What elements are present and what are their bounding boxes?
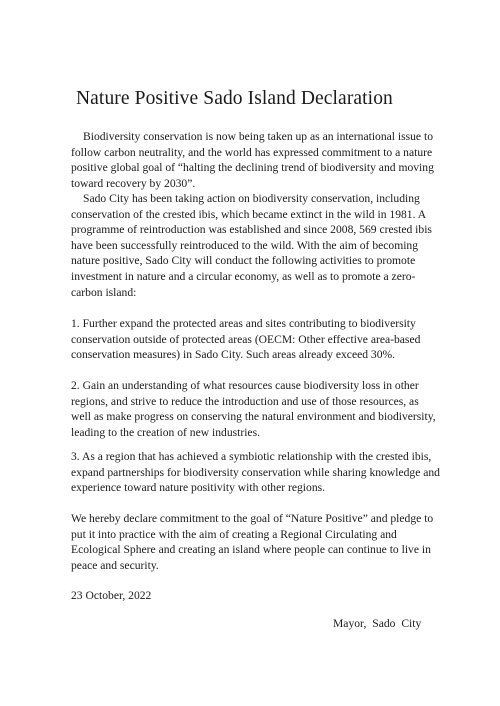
- page-title: Nature Positive Sado Island Declaration: [76, 88, 393, 109]
- signatory: Mayor, Sado City: [333, 617, 422, 630]
- action-item-1: 1. Further expand the protected areas and sites contributing to biodiversity conservation outside of protected areas (OECM: Other effective area-based conservation measures) in Sado City. Such areas already exceed 30%.: [71, 317, 421, 362]
- intro-paragraph-1: Biodiversity conservation is now being taken up as an international issue to follow carbon neutrality, and the world has expressed commitment to a nature positive global goal of “halting the declining trend of biodiversity and moving toward recovery by 2030”.: [71, 130, 434, 190]
- pledge-paragraph: We hereby declare commitment to the goal of “Nature Positive” and pledge to put it into practice with the aim of creating a Regional Circulating and Ecological Sphere and creating an island where people can continue to live in peace and security.: [71, 512, 434, 572]
- action-item-2: 2. Gain an understanding of what resources cause biodiversity loss in other regions, and strive to reduce the introduction and use of those resources, as well as make progress on conserving the natural environment and biodiversity, leading to the creation of new industries.: [71, 379, 436, 439]
- declaration-date: 23 October, 2022: [71, 589, 152, 602]
- action-item-3: 3. As a region that has achieved a symbiotic relationship with the crested ibis, expand partnerships for biodiversity conservation while sharing knowledge and experience toward nature positivity with other regions.: [71, 450, 440, 495]
- intro-paragraph-2: Sado City has been taking action on biodiversity conservation, including conservation of the crested ibis, which became extinct in the wild in 1981. A programme of reintroduction was established and since 2008, 569 crested ibis have been successfully reintroduced to the wild. With the aim of becoming nature positive, Sado City will conduct the following activities to promote investment in nature and a circular economy, as well as to promote a zero-carbon island:: [71, 192, 432, 299]
